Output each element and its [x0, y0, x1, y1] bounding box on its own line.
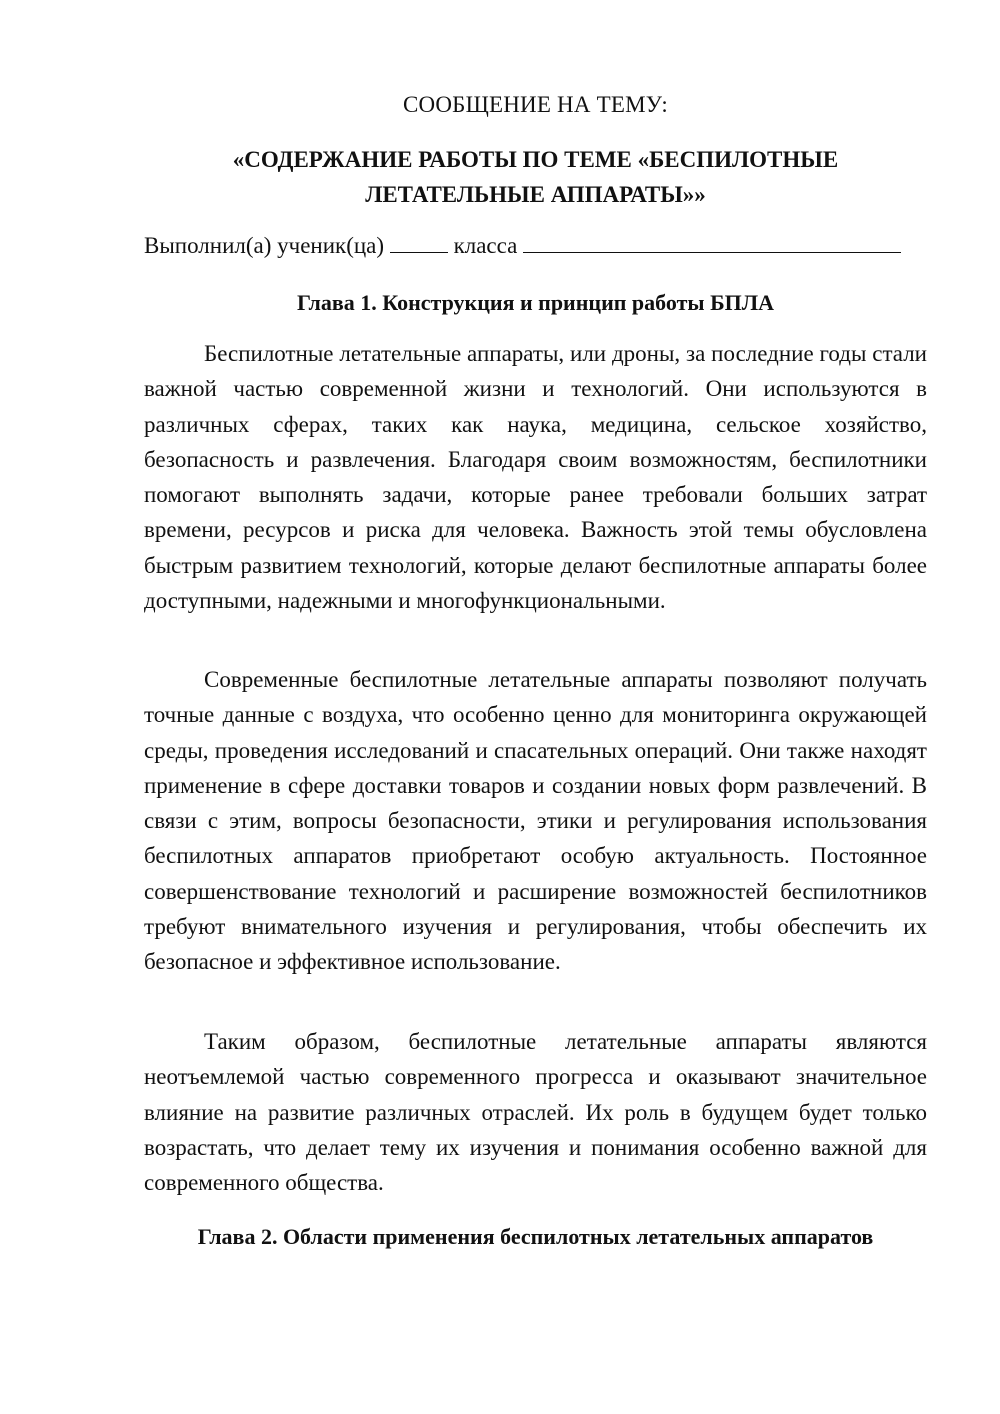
- author-name-blank: [523, 230, 901, 253]
- author-line: [144, 230, 927, 259]
- document-subtitle: СООБЩЕНИЕ НА ТЕМУ:: [403, 92, 668, 117]
- paragraph-2: Современные беспилотные летательные аппараты позволяют получать точные данные с воздуха, что особенно ценно для мониторинга окружающей среды, проведения исследований и спасательных операций. Они также находят применение в сфере доставки товаров и создании новых форм развлечений. В связи с этим, вопросы безопасности, этики и регулирования использования беспилотных аппаратов приобретают особую актуальность. Постоянное совершенствование технологий и расширение возможностей беспилотников требуют внимательного изучения и регулирования, чтобы обеспечить их безопасное и эффективное использование.: [144, 667, 927, 975]
- paragraph-1: Беспилотные летательные аппараты, или дроны, за последние годы стали важной частью современной жизни и технологий. Они используются в различных сферах, таких как наука, медицина, сельское хозяйство, безопасность и развлечения. Благодаря своим возможностям, беспилотники помогают выполнять задачи, которые ранее требовали больших затрат времени, ресурсов и риска для человека. Важность этой темы обусловлена быстрым развитием технологий, которые делают беспилотные аппараты более доступными, надежными и многофункциональными.: [144, 341, 927, 614]
- paragraph-3: Таким образом, беспилотные летательные аппараты являются неотъемлемой частью современного прогресса и оказывают значительное влияние на развитие различных отраслей. Их роль в будущем будет только возрастать, что делает тему их изучения и понимания особенно важной для современного общества.: [144, 1029, 927, 1196]
- author-label: Выполнил(а) ученик(ца): [144, 233, 385, 258]
- chapter-2-title: Глава 2. Области применения беспилотных летательных аппаратов: [197, 1224, 874, 1249]
- document-title: «СОДЕРЖАНИЕ РАБОТЫ ПО ТЕМЕ «БЕСПИЛОТНЫЕ ЛЕТАТЕЛЬНЫЕ АППАРАТЫ»»: [232, 147, 839, 207]
- class-label: класса: [453, 233, 518, 258]
- chapter-1-title: Глава 1. Конструкция и принцип работы БПЛА: [296, 290, 775, 315]
- class-number-blank: [390, 230, 448, 253]
